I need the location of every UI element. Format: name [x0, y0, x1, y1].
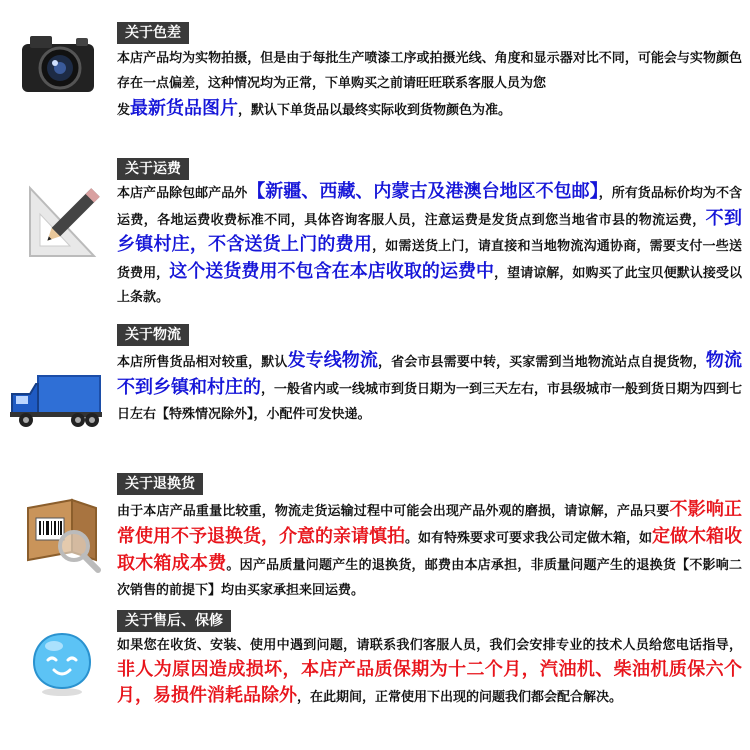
text-segment: ，在此期间，正常使用下出现的问题我们都会配合解决。: [297, 690, 623, 705]
section-title: 关于色差: [117, 22, 189, 44]
camera-icon: [18, 28, 98, 98]
text-segment: 。如有特殊要求可要求我公司定做木箱，如: [405, 531, 653, 546]
text-line: 本店产品均为实物拍摄，但是由于每批生产喷漆工序或拍摄光线、角度和显示器对比不同，可能会与实物颜色存在一点偏差，这种情况均为正常，下单购买之前请旺旺联系客服人员为您: [117, 51, 742, 91]
section-after-sales: [0, 608, 750, 750]
text-segment: ，望请谅解，如购买了此宝贝便默认接受以上条款。: [117, 265, 742, 305]
highlight-text: 【新疆、西藏、内蒙古及港澳台地区不包邮】: [247, 181, 599, 202]
highlight-text: 发专线物流: [287, 350, 379, 371]
section-body: [117, 634, 742, 710]
section-title: 关于售后、保修: [117, 610, 231, 632]
section-body: [117, 180, 742, 311]
highlight-text: 这个送货费用不包含在本店收取的运费中: [169, 260, 495, 282]
section-title: 关于退换货: [117, 473, 203, 495]
text-segment: ，一般省内或一线城市到货日期为一到三天左右，市县级城市一般到货日期为四到七日左右【特殊情况除外】，小配件可发快递。: [117, 382, 743, 422]
section-body: [117, 46, 742, 123]
section-shipping-fee: [0, 150, 750, 320]
text-segment: 如果您在收货、安装、使用中遇到问题，请联系我们客服人员，我们会安排专业的技术人员给您电话指导，: [117, 638, 742, 653]
highlight-text: 定做木箱收取木箱成本费: [117, 526, 743, 574]
highlight-text: 不到乡镇村庄，不含送货上门的费用: [117, 207, 742, 255]
text-segment: ，所有货品标价均为不含运费，各地运费收费标准不同，具体咨询客服人员，注意运费是发货点到您当地省市县的物流运费，: [117, 186, 742, 228]
truck-icon: [8, 370, 106, 432]
section-title: 关于运费: [117, 158, 189, 180]
section-logistics: [0, 322, 750, 432]
text-segment: ，如需送货上门，请直接和当地物流沟通协商，需要支付一些送货费用，: [117, 239, 742, 281]
pencil-ruler-icon: [24, 178, 104, 262]
text-segment: ，默认下单货品以最终实际收到货物颜色为准。: [238, 103, 512, 118]
text-segment: 发: [117, 103, 131, 118]
text-segment: ，省会市县需要中转，买家需到当地物流站点自提货物，: [378, 355, 706, 370]
section-returns: [0, 470, 750, 600]
highlight-text: 不影响正常使用不予退换货，介意的亲请慎拍: [117, 499, 742, 547]
highlight-text: 物流不到乡镇和村庄的: [117, 350, 742, 398]
text-segment: 本店产品除包邮产品外: [117, 186, 248, 201]
section-body: [117, 348, 742, 427]
section-body: [117, 497, 742, 603]
smiley-icon: [30, 630, 94, 700]
highlight-text: 非人为原因造成损坏，本店产品质保期为十二个月，汽油机、柴油机质保六个月，易损件消耗品除外: [117, 659, 742, 706]
box-barcode-icon: [22, 494, 102, 574]
text-segment: 本店所售货品相对较重，默认: [117, 355, 288, 370]
text-segment: 由于本店产品重量比较重，物流走货运输过程中可能会出现产品外观的磨损，请谅解，产品只要: [117, 504, 670, 519]
section-color-difference: [0, 0, 750, 150]
text-segment: 。因产品质量问题产生的退换货，邮费由本店承担，非质量问题产生的退换货【不影响二次销售的前提下】均由买家承担来回运费。: [117, 558, 742, 598]
section-title: 关于物流: [117, 324, 189, 346]
highlight-text: 最新货品图片: [130, 98, 239, 119]
